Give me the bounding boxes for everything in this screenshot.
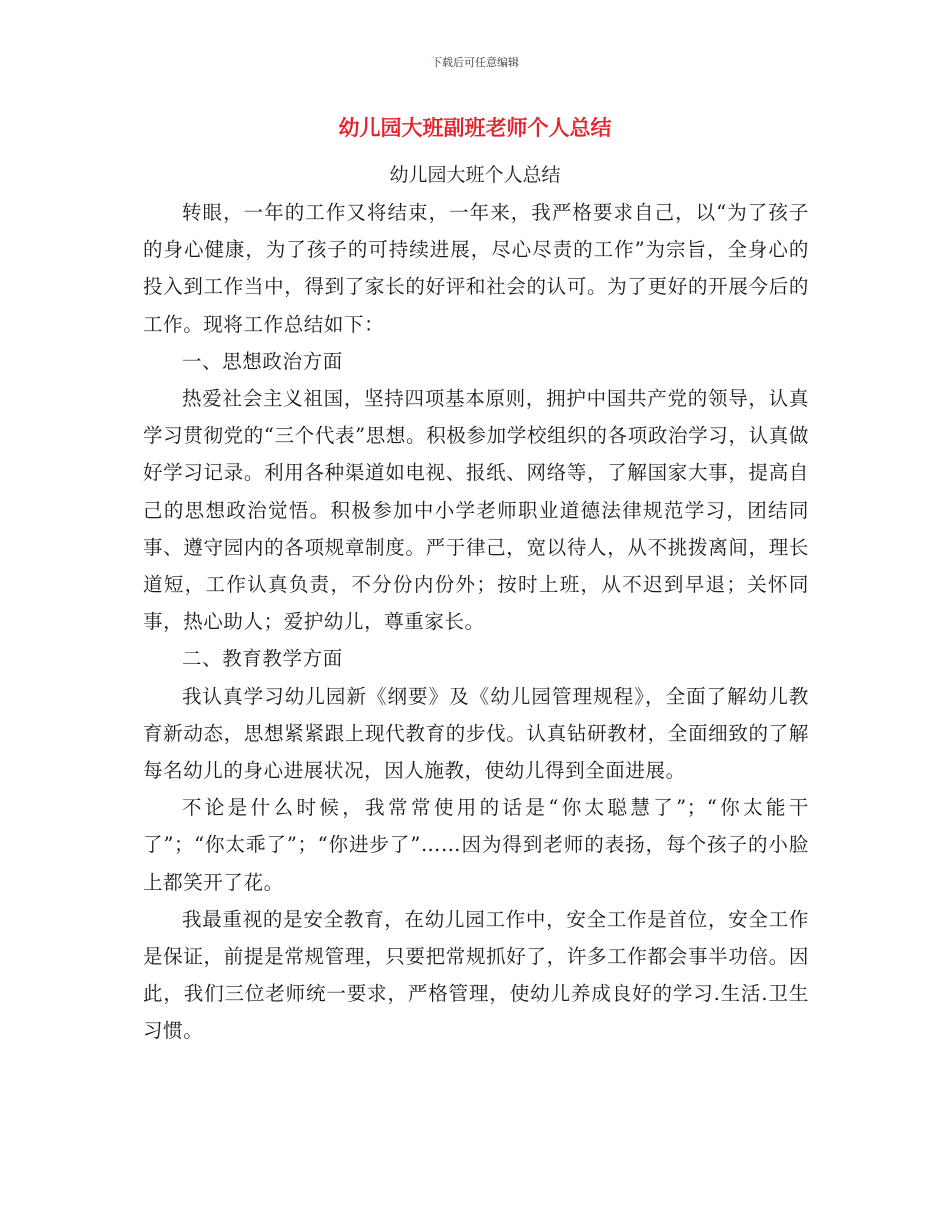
teaching-paragraph: 我认真学习幼儿园新《纲要》及《幼儿园管理规程》，全面了解幼儿教育新动态，思想紧紧跟上现代教育的步伐。认真钻研教材，全面细致的了解每名幼儿的身心进展状况，因人施教，使幼儿得到全面进展。	[143, 684, 809, 783]
intro-paragraph: 转眼，一年的工作又将结束，一年来，我严格要求自己，以“为了孩子的身心健康，为了孩子的可持续进展，尽心尽责的工作”为宗旨，全身心的投入到工作当中，得到了家长的好评和社会的认可。为了更好的开展今后的工作。现将工作总结如下：	[143, 201, 809, 336]
header-note: 下载后可任意编辑	[431, 56, 519, 69]
document-title: 幼儿园大班副班老师个人总结	[338, 116, 612, 140]
document-body	[143, 194, 809, 1050]
politics-paragraph: 热爱社会主义祖国，坚持四项基本原则，拥护中国共产党的领导，认真学习贯彻党的“三个代表”思想。积极参加学校组织的各项政治学习，认真做好学习记录。利用各种渠道如电视、报纸、网络等，了解国家大事，提高自己的思想政治觉悟。积极参加中小学老师职业道德法律规范学习，团结同事、遵守园内的各项规章制度。严于律己，宽以待人，从不挑拨离间，理长道短，工作认真负责，不分份内份外；按时上班，从不迟到早退；关怀同事，热心助人；爱护幼儿，尊重家长。	[143, 387, 809, 634]
section-heading-politics: 一、思想政治方面	[182, 349, 343, 373]
section-heading-teaching: 二、教育教学方面	[182, 647, 343, 671]
praise-paragraph: 不论是什么时候，我常常使用的话是“你太聪慧了”；“你太能干了”；“你太乖了”；“你进步了”……因为得到老师的表扬，每个孩子的小脸上都笑开了花。	[143, 796, 809, 894]
safety-paragraph: 我最重视的是安全教育，在幼儿园工作中，安全工作是首位，安全工作是保证，前提是常规管理，只要把常规抓好了，许多工作都会事半功倍。因此，我们三位老师统一要求，严格管理，使幼儿养成良好的学习.生活.卫生习惯。	[143, 907, 809, 1043]
document-subtitle: 幼儿园大班个人总结	[389, 164, 561, 186]
